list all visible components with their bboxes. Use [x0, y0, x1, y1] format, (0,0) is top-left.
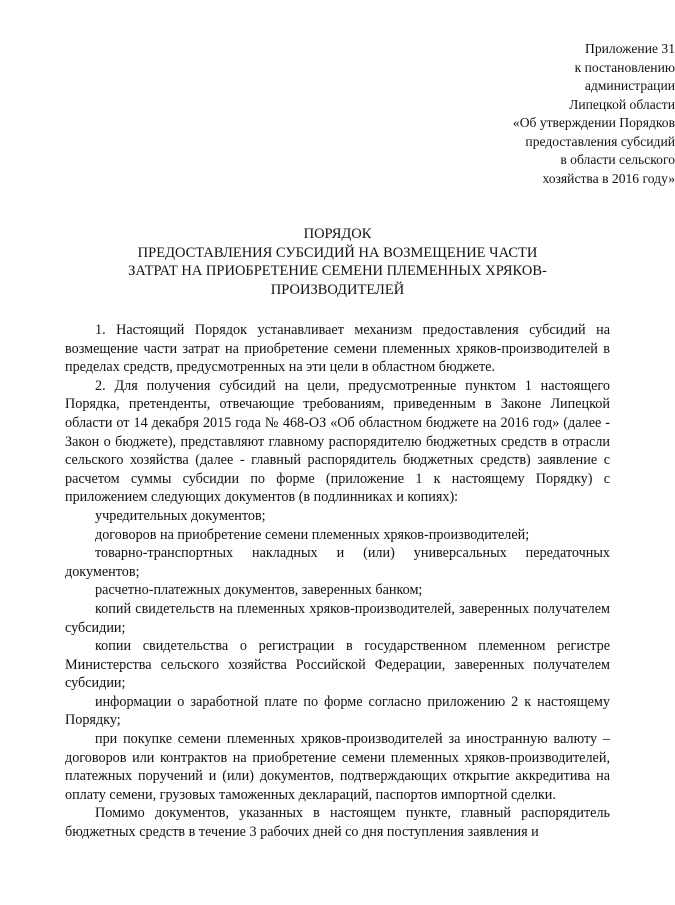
appendix-line: администрации — [584, 78, 675, 93]
document-body — [65, 321, 610, 842]
title-line: ЗАТРАТ НА ПРИОБРЕТЕНИЕ СЕМЕНИ ПЛЕМЕННЫХ ХРЯКОВ- — [128, 263, 547, 279]
paragraph-1: 1. Настоящий Порядок устанавливает механизм предоставления субсидий на возмещение части затрат на приобретение семени племенных хряков-производителей в пределах средств, предусмотренных на эти цели в областном бюджете. — [65, 322, 610, 376]
appendix-line: к постановлению — [574, 59, 675, 75]
list-item: копии свидетельства о регистрации в государственном племенном регистре Министерства сельского хозяйства Российской Федерации, заверенных получателем субсидии; — [65, 638, 610, 692]
list-item: товарно-транспортных накладных и (или) универсальных передаточных документов; — [65, 545, 610, 580]
appendix-line: хозяйства в 2016 году» — [542, 170, 675, 186]
appendix-line: «Об утверждении Порядков — [512, 115, 675, 130]
title-line: ПОРЯДОК — [303, 226, 372, 242]
appendix-line: Приложение 31 — [585, 41, 675, 56]
paragraph-3: Помимо документов, указанных в настоящем пункте, главный распорядитель бюджетных средств в течение 3 рабочих дней со дня поступления заявления и — [65, 805, 610, 841]
paragraph-2: 2. Для получения субсидий на цели, предусмотренные пунктом 1 настоящего Порядка, претенденты, отвечающие требованиям, приведенным в Законе Липецкой области от 14 декабря 2015 года № 468-ОЗ «Об областном бюджете на 2016 год» (далее - Закон о бюджете), представляют главному распорядителю бюджетных средств в отрасли сельского хозяйства (далее - главный распорядитель бюджетных средств) заявление с расчетом суммы субсидии по форме (приложение 1 к настоящему Порядку) с приложением следующих документов (в подлинниках и копиях): — [65, 377, 610, 506]
appendix-header — [425, 40, 675, 188]
list-item: информации о заработной плате по форме согласно приложению 2 к настоящему Порядку; — [65, 693, 610, 729]
document-list — [65, 507, 610, 805]
list-item: расчетно-платежных документов, заверенных банком; — [95, 582, 423, 599]
list-item: учредительных документов; — [95, 507, 266, 524]
appendix-line: в области сельского — [560, 152, 675, 167]
title-line: ПРОИЗВОДИТЕЛЕЙ — [270, 281, 405, 298]
list-item: при покупке семени племенных хряков-производителей за иностранную валюту – договоров или контрактов на приобретение семени племенных хряков-производителей, платежных поручений и (или) документов, подтверждающих открытие аккредитива на оплату семени, грузовых таможенных деклараций, паспортов импортной сделки. — [65, 731, 610, 803]
list-item: договоров на приобретение семени племенных хряков-производителей; — [95, 526, 530, 543]
document-title — [65, 225, 610, 299]
appendix-line: Липецкой области — [569, 96, 675, 112]
appendix-line: предоставления субсидий — [525, 133, 675, 149]
title-line: ПРЕДОСТАВЛЕНИЯ СУБСИДИЙ НА ВОЗМЕЩЕНИЕ ЧАСТИ — [137, 244, 538, 261]
list-item: копий свидетельств на племенных хряков-производителей, заверенных получателем субсидии; — [65, 600, 610, 636]
